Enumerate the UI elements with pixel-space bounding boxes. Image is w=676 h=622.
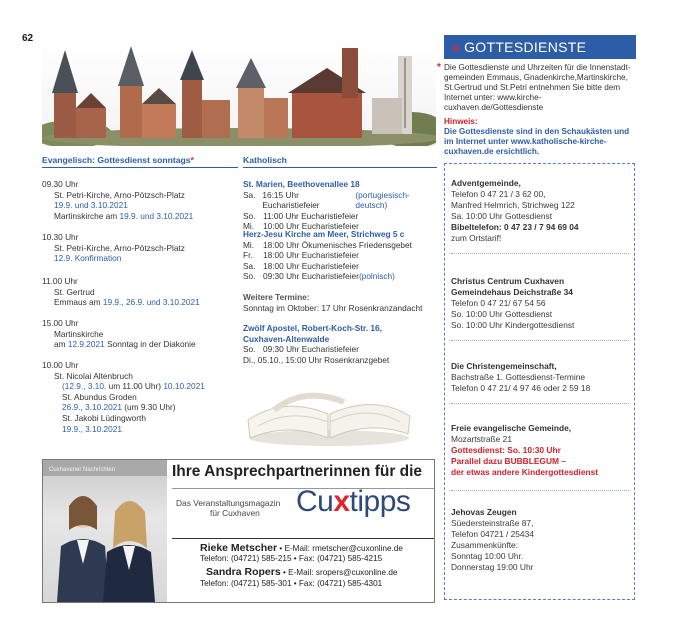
- service: 16:15 Uhr Eucharistiefeier: [262, 189, 320, 211]
- church: Martinskirche: [54, 210, 104, 221]
- divider: [451, 340, 629, 341]
- dates: 26.9., 3.10.2021: [62, 402, 122, 413]
- contact-persons-photo: [43, 460, 167, 602]
- hinweis-label: Hinweis:: [444, 117, 478, 126]
- service: 18:00 Uhr Eucharistiefeier: [263, 250, 359, 261]
- connector: am: [86, 297, 103, 308]
- logo-x: x: [333, 485, 350, 518]
- connector: am: [103, 210, 120, 221]
- jehovas-zeugen: [451, 507, 633, 573]
- evangelisch-header-text: Evangelisch: Gottesdienst sonntags: [42, 155, 191, 165]
- day: So.: [243, 271, 256, 282]
- contact-2: [206, 566, 397, 578]
- language: (polnisch): [358, 271, 395, 282]
- innenstadt-note: [437, 62, 640, 113]
- phone: Telefon 04721 / 25434: [451, 529, 534, 539]
- church: Martinskirche: [54, 328, 104, 339]
- bibeltelefon: Bibeltelefon: 0 47 23 / 7 94 69 04: [451, 222, 579, 232]
- service: Sa. 10:00 Uhr Gottesdienst: [451, 211, 553, 221]
- christus-centrum: [451, 276, 633, 331]
- evangelisch-rule: [42, 167, 238, 168]
- christengemeinschaft: [451, 361, 633, 394]
- photo-sign: Cuxhavener Nachrichten: [49, 467, 116, 473]
- contact-name: Rieke Metscher: [200, 542, 278, 554]
- contact-1-phone: Telefon: (04721) 585-215 • Fax: (04721) 585-4215: [200, 554, 383, 563]
- ev-block-1030: [42, 232, 238, 264]
- logo-part: Cu: [296, 485, 334, 518]
- label: Zusammenkünfte:: [451, 540, 519, 550]
- service: Di., 05.10., 15:00 Uhr Rosenkranzgebet: [243, 354, 390, 365]
- ev-block-0930: [42, 179, 238, 221]
- note: zum Ortstarif!: [451, 233, 502, 243]
- cuxtipps-logo: [296, 485, 410, 519]
- dates: 12.9.2021: [67, 339, 105, 350]
- phone: Telefon 0 47 21/ 4 97 46 oder 2 59 18: [451, 383, 591, 393]
- kat-herz-jesu: [243, 229, 439, 282]
- dates: 19.9. und 3.10.2021: [54, 200, 128, 211]
- service: 09:30 Uhr Eucharistiefeier: [263, 271, 359, 282]
- chevron-right-icon: »: [452, 39, 461, 55]
- church-title: Herz-Jesu Kirche am Meer, Strichweg 5 c: [243, 229, 405, 239]
- gottesdienste-title: GOTTESDIENSTE: [464, 39, 587, 55]
- address: Manfred Helmrich, Strichweg 122: [451, 200, 575, 210]
- kat-weitere: [243, 292, 439, 313]
- contact-name: Sandra Ropers: [206, 566, 281, 578]
- dates: 19.9. und 3.10.2021: [119, 210, 194, 221]
- name: Christus Centrum Cuxhaven: [451, 276, 565, 286]
- address: Süedersteinstraße 87,: [451, 518, 534, 528]
- dates: 12.9. Konfirmation: [54, 253, 122, 264]
- gottesdienste-header: [444, 35, 636, 59]
- kat-marien: [243, 179, 439, 232]
- church: St. Nicolai Altenbruch: [54, 370, 133, 381]
- service: 18:00 Uhr Ökumenisches Friedensgebet: [263, 239, 412, 250]
- phone: Telefon 0 47 21 / 3 62 00,: [451, 189, 546, 199]
- hinweis-text: Die Gottesdienste sind in den Schaukästen und im Internet unter www.katholische-kirche-cuxhaven.de ersichtlich.: [444, 127, 630, 156]
- ev-block-1100: [42, 276, 238, 308]
- header-star: *: [190, 155, 194, 165]
- service: 10:00 Uhr Eucharistiefeier: [263, 221, 359, 232]
- service: Gottesdienst: So. 10:30 Uhr: [451, 445, 561, 455]
- page-number: 62: [22, 33, 34, 44]
- day: Mi.: [243, 239, 255, 250]
- address: Gemeindehaus Deichstraße 34: [451, 287, 573, 297]
- contact-2-phone: Telefon: (04721) 585-301 • Fax: (04721) 585-4301: [200, 579, 383, 588]
- note-star: *: [437, 62, 441, 73]
- contact-1: [200, 542, 403, 554]
- weitere-text: Sonntag im Oktober: 17 Uhr Rosenkranzandacht: [243, 302, 423, 313]
- dates: 19.9., 26.9. und 3.10.2021: [102, 297, 200, 308]
- adventgemeinde: [451, 178, 633, 244]
- service: der etwas andere Kindergottesdienst: [451, 467, 599, 477]
- katholisch-rule: [243, 167, 437, 168]
- church: St. Petri-Kirche, Arno-Pötzsch-Platz: [54, 189, 185, 200]
- language: (portugiesisch-deutsch): [355, 189, 410, 211]
- day: Sa.: [243, 189, 256, 200]
- ev-block-1000: [42, 360, 238, 434]
- service: So. 10:00 Uhr Gottesdienst: [451, 309, 553, 319]
- service: So. 10:00 Uhr Kindergottesdienst: [451, 320, 575, 330]
- service: 18:00 Uhr Eucharistiefeier: [263, 260, 359, 271]
- church-title: Zwölf Apostel, Robert-Koch-Str. 16,: [243, 323, 382, 333]
- time: 10.30 Uhr: [42, 232, 79, 242]
- contact-block: [172, 538, 434, 601]
- open-book-image: [244, 376, 414, 448]
- church: St. Jakobi Lüdingworth: [62, 412, 146, 423]
- church: St. Gertrud: [54, 286, 95, 297]
- weitere-title: Weitere Termine:: [243, 292, 310, 302]
- dates: 10.10.2021: [163, 381, 205, 392]
- time: 11.00 Uhr: [42, 276, 78, 286]
- name: Die Christengemeinschaft,: [451, 361, 557, 371]
- time: 15.00 Uhr: [42, 318, 79, 328]
- persons-image: [43, 460, 167, 602]
- day: So.: [243, 344, 256, 355]
- church: St. Petri-Kirche, Arno-Pötzsch-Platz: [54, 242, 185, 253]
- ev-block-1500: [42, 318, 238, 350]
- address: Mozartstraße 21: [451, 434, 512, 444]
- service: Sonntag 10:00 Uhr.: [451, 551, 524, 561]
- church-subtitle: Cuxhaven-Altenwalde: [243, 333, 330, 344]
- phone: Telefon 0 47 21/ 67 54 56: [451, 298, 546, 308]
- kat-apostel: [243, 323, 439, 365]
- dates: 19.9., 3.10.2021: [62, 423, 122, 434]
- dates: (12.9., 3.10.: [62, 381, 107, 392]
- name: Freie evangelische Gemeinde,: [451, 423, 572, 433]
- divider: [451, 253, 629, 254]
- service: Parallel dazu BUBBLEGUM –: [451, 456, 566, 466]
- logo-part: tipps: [349, 485, 411, 518]
- church: St. Abundus Groden: [62, 391, 137, 402]
- service: 09:30 Uhr Eucharistiefeier: [263, 344, 359, 355]
- day: Mi.: [243, 221, 255, 232]
- day: Sa.: [243, 260, 256, 271]
- contact-email: • E-Mail: rmetscher@cuxonline.de: [277, 544, 403, 553]
- note: um 11.00 Uhr): [106, 381, 164, 392]
- katholisch-header: Katholisch: [243, 155, 287, 165]
- time: 09.30 Uhr: [42, 179, 79, 189]
- service: Donnerstag 19:00 Uhr: [451, 562, 534, 572]
- church: Emmaus: [54, 297, 87, 308]
- name: Jehovas Zeugen: [451, 507, 517, 517]
- address: Bachstraße 1. Gottesdienst-Termine: [451, 372, 586, 382]
- freie-evangelische: [451, 423, 633, 478]
- contact-email: • E-Mail: sropers@cuxonline.de: [280, 568, 398, 577]
- ad-title: Ihre Ansprechpartnerinnen für die: [172, 463, 423, 480]
- magazine-tagline-1: Das Veranstaltungsmagazin: [176, 498, 281, 508]
- note-text: Die Gottesdienste und Uhrzeiten für die Innenstadt-gemeinden Emmaus, Gnadenkirche,Martinskirche, St.Gertrud und St.Petri entnehmen Sie bitte dem Internet unter: www.kirche-cuxhaven.de/Gottesdienste: [444, 63, 631, 112]
- connector: am: [54, 339, 68, 350]
- note: (um 9.30 Uhr): [121, 402, 176, 413]
- magazine-tagline-2: für Cuxhaven: [210, 508, 260, 518]
- day: Fr.: [243, 250, 253, 261]
- church-title: St. Marien, Beethovenallee 18: [243, 179, 360, 189]
- evangelisch-header: [42, 155, 194, 165]
- churches-photo: [42, 38, 436, 146]
- day: So.: [243, 210, 256, 221]
- time: 10.00 Uhr: [42, 360, 79, 370]
- note: Sonntag in der Diakonie: [104, 339, 196, 350]
- divider: [451, 403, 629, 404]
- divider: [451, 490, 629, 491]
- name: Adventgemeinde,: [451, 178, 521, 188]
- service: 11:00 Uhr Eucharistiefeier: [263, 210, 359, 221]
